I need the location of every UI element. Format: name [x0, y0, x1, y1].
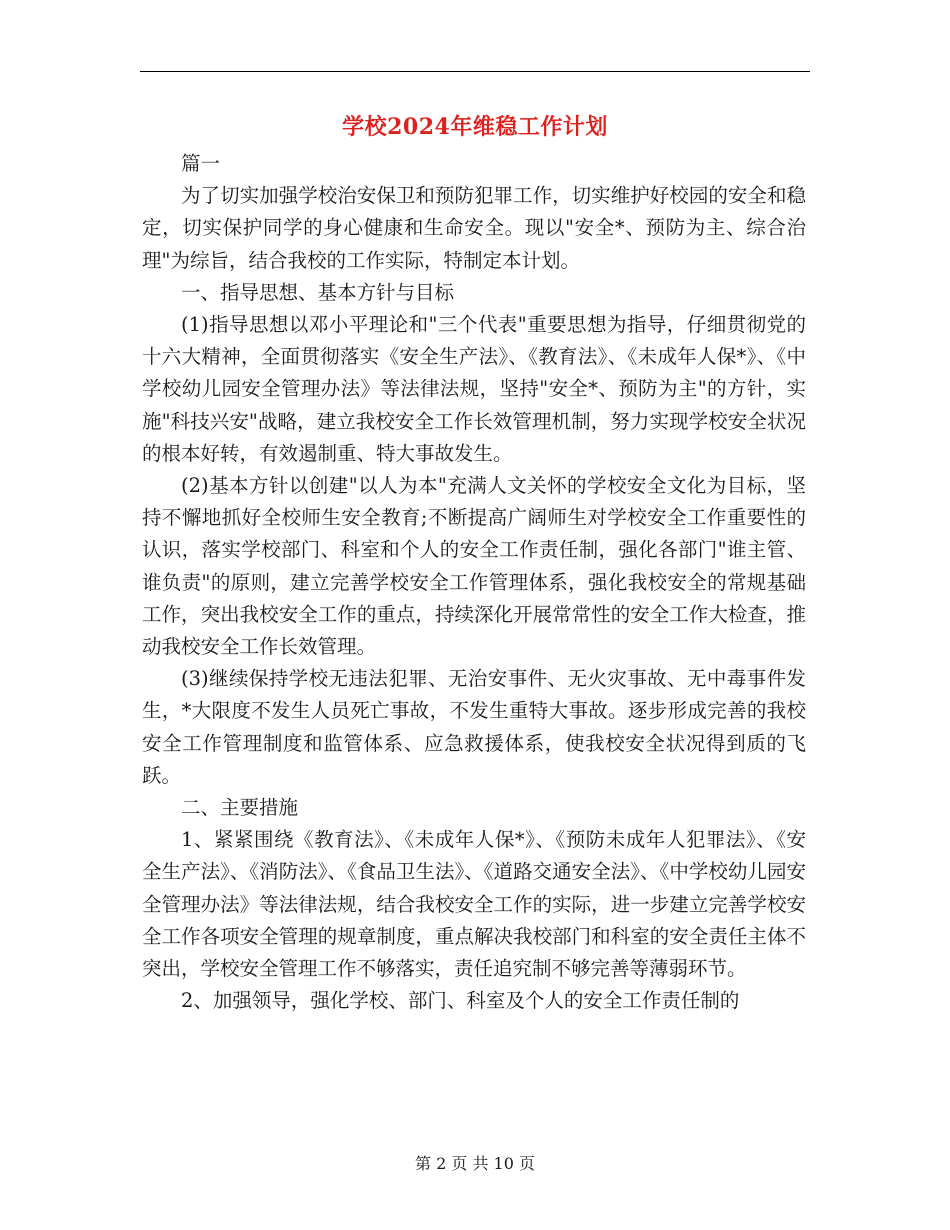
paragraph-measure-1: 1、紧紧围绕《教育法》、《未成年人保*》、《预防未成年人犯罪法》、《安全生产法》、《消防法》、《食品卫生法》、《道路交通安全法》、《中学校幼儿园安全管理办法》等法律法规，结合我校安全工作的实际，进一步建立完善学校安全工作各项安全管理的规章制度，重点解决我校部门和科室的安全责任主体不突出，学校安全管理工作不够落实，责任追究制不够完善等薄弱环节。 [142, 828, 806, 981]
document-body [142, 148, 806, 1017]
paragraph-guiding-thought: (1)指导思想以邓小平理论和"三个代表"重要思想为指导，仔细贯彻党的十六大精神，全面贯彻落实《安全生产法》、《教育法》、《未成年人保*》、《中学校幼儿园安全管理办法》等法律法规，坚持"安全*、预防为主"的方针，实施"科技兴安"战略，建立我校安全工作长效管理机制，努力实现学校安全状况的根本好转，有效遏制重、特大事故发生。 [142, 313, 806, 465]
header-rule [140, 71, 810, 72]
paragraph-section-label: 篇一 [181, 152, 221, 175]
document-title: 学校2024年维稳工作计划 [342, 114, 608, 140]
heading-main-measures: 二、主要措施 [181, 796, 299, 820]
heading-guiding-principles: 一、指导思想、基本方针与目标 [181, 280, 455, 304]
page-number: 第 2 页 共 10 页 [415, 1154, 535, 1173]
paragraph-intro: 为了切实加强学校治安保卫和预防犯罪工作，切实维护好校园的安全和稳定，切实保护同学的身心健康和生命安全。现以"安全*、预防为主、综合治理"为综旨，结合我校的工作实际，特制定本计划。 [142, 184, 806, 272]
paragraph-basic-policy: (2)基本方针以创建"以人为本"充满人文关怀的学校安全文化为目标，坚持不懈地抓好全校师生安全教育;不断提高广阔师生对学校安全工作重要性的认识，落实学校部门、科室和个人的安全工作责任制，强化各部门"谁主管、谁负责"的原则，建立完善学校安全工作管理体系，强化我校安全的常规基础工作，突出我校安全工作的重点，持续深化开展常常性的安全工作大检查，推动我校安全工作长效管理。 [142, 474, 806, 659]
paragraph-measure-2: 2、加强领导，强化学校、部门、科室及个人的安全工作责任制的 [181, 989, 740, 1013]
paragraph-goals: (3)继续保持学校无违法犯罪、无治安事件、无火灾事故、无中毒事件发生，*大限度不发生人员死亡事故，不发生重特大事故。逐步形成完善的我校安全工作管理制度和监管体系、应急救援体系，使我校安全状况得到质的飞跃。 [142, 667, 806, 787]
